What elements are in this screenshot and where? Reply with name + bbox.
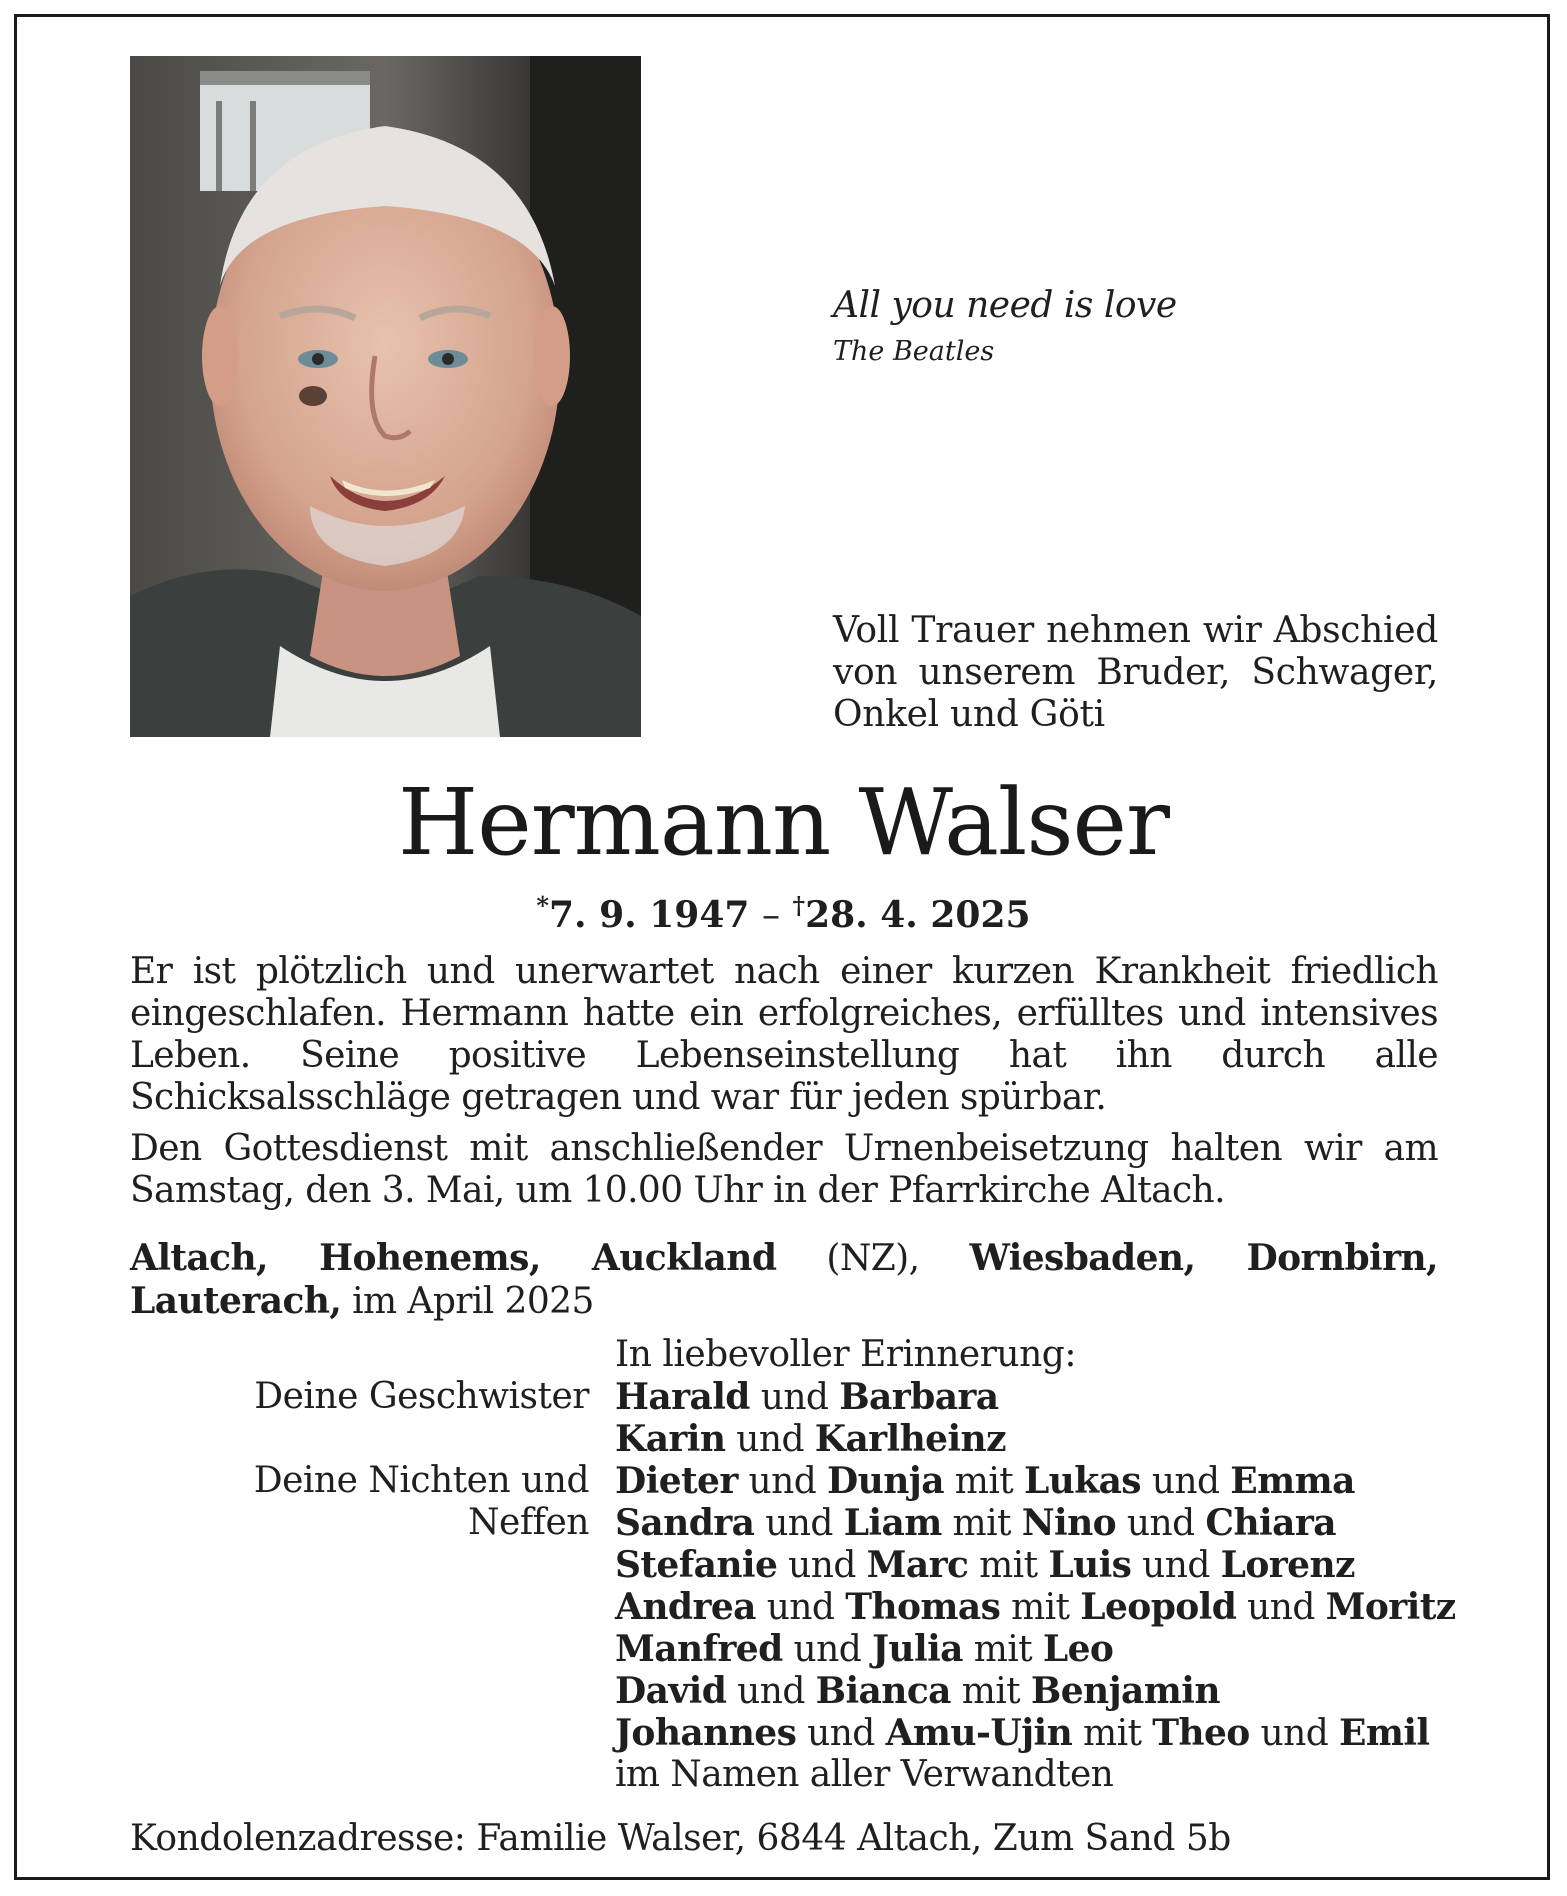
- death-symbol: †: [792, 891, 806, 920]
- birth-date: 7. 9. 1947: [548, 894, 750, 936]
- paragraph-1: Er ist plötzlich und unerwartet nach einer kurzen Krankheit friedlich eingeschlafen. Hermann hatte ein erfolgreiches, erfülltes und intensives Leben. Seine positive Lebenseinstellung hat ihn durch alle Schicksalsschläge getragen und war für jeden spürbar.: [130, 951, 1438, 1118]
- mourner-name: Leopold: [1080, 1586, 1237, 1628]
- birth-symbol: *: [536, 891, 549, 920]
- mourner-row: [615, 1376, 1456, 1418]
- mourner-connector: und: [737, 1461, 828, 1502]
- mourner-connector: und: [1140, 1461, 1231, 1502]
- mourner-name: Dieter: [615, 1460, 738, 1502]
- mourner-row: [615, 1670, 1456, 1712]
- mourner-name: Sandra: [615, 1502, 755, 1544]
- mourner-name: Emma: [1230, 1460, 1355, 1502]
- intro-text: Voll Trauer nehmen wir Abschied von unserem Bruder, Schwager, Onkel und Göti: [833, 610, 1438, 735]
- mourner-name: Barbara: [839, 1376, 999, 1418]
- date-separator: –: [761, 895, 780, 936]
- mourner-row: [615, 1586, 1456, 1628]
- mourner-name: Bianca: [815, 1670, 951, 1712]
- mourner-connector: und: [782, 1629, 872, 1670]
- mourner-name: Thomas: [845, 1586, 1001, 1628]
- mourner-connector: mit: [943, 1461, 1024, 1502]
- mourner-row: [615, 1628, 1456, 1670]
- mourner-connector: und: [1131, 1545, 1221, 1586]
- mourner-name: Luis: [1048, 1544, 1132, 1586]
- mourner-connector: und: [1249, 1713, 1339, 1754]
- mourner-name: Dunja: [827, 1460, 944, 1502]
- death-date: 28. 4. 2025: [805, 894, 1031, 936]
- mourner-name: Benjamin: [1030, 1670, 1220, 1712]
- quote-author: The Beatles: [833, 336, 995, 367]
- mourner-connector: mit: [968, 1545, 1049, 1586]
- mourner-row: [615, 1460, 1456, 1502]
- mourner-name: Chiara: [1205, 1502, 1336, 1544]
- life-dates: [0, 884, 1567, 938]
- quote-text: All you need is love: [833, 285, 1177, 326]
- places-main: Altach, Hohenems, Auckland: [130, 1237, 777, 1279]
- mourner-name: Leo: [1042, 1628, 1114, 1670]
- label-nieces-nephews: Deine Nichten und Neffen: [253, 1460, 589, 1543]
- mourner-connector: mit: [1072, 1713, 1153, 1754]
- deceased-name: Hermann Walser: [398, 769, 1169, 876]
- mourner-row: [615, 1418, 1456, 1460]
- mourner-row: [615, 1544, 1456, 1586]
- mourner-name: Andrea: [615, 1586, 756, 1628]
- mourner-name: Julia: [872, 1628, 963, 1670]
- portrait-photo: [130, 56, 641, 737]
- places-line: [130, 1237, 1438, 1323]
- mourner-connector: mit: [941, 1503, 1022, 1544]
- mourner-name: Harald: [615, 1376, 750, 1418]
- portrait-image: [130, 56, 641, 737]
- mourner-connector: im Namen aller Verwandten: [615, 1754, 1114, 1795]
- places-country: (NZ),: [776, 1238, 970, 1279]
- mourner-name: Lorenz: [1220, 1544, 1355, 1586]
- mourner-name: Manfred: [615, 1628, 783, 1670]
- mourner-connector: und: [796, 1713, 886, 1754]
- mourner-name: Emil: [1339, 1712, 1430, 1754]
- label-siblings: Deine Geschwister: [254, 1376, 589, 1417]
- quote: [833, 284, 1177, 370]
- condolence-address: Kondolenzadresse: Familie Walser, 6844 Altach, Zum Sand 5b: [130, 1818, 1231, 1859]
- mourner-row: [615, 1712, 1456, 1754]
- mourner-name: Amu-Ujin: [885, 1712, 1073, 1754]
- mourners-list: [615, 1376, 1456, 1796]
- mourner-connector: und: [749, 1377, 840, 1418]
- mourner-name: Nino: [1021, 1502, 1117, 1544]
- mourner-connector: und: [755, 1587, 846, 1628]
- mourner-name: Johannes: [615, 1712, 797, 1754]
- mourner-connector: und: [725, 1419, 815, 1460]
- places-more: Wiesbaden, Dornbirn, Lauterach,: [130, 1237, 1438, 1322]
- mourner-connector: und: [726, 1671, 816, 1712]
- mourner-name: Marc: [866, 1544, 969, 1586]
- mourner-name: Moritz: [1325, 1586, 1456, 1628]
- mourner-connector: mit: [1000, 1587, 1081, 1628]
- mourner-name: Lukas: [1023, 1460, 1141, 1502]
- mourner-row: [615, 1754, 1456, 1796]
- mourner-name: David: [615, 1670, 727, 1712]
- mourner-name: Stefanie: [615, 1544, 778, 1586]
- mourner-connector: und: [777, 1545, 867, 1586]
- mourner-name: Liam: [843, 1502, 942, 1544]
- mourner-connector: mit: [950, 1671, 1031, 1712]
- mourner-connector: und: [754, 1503, 844, 1544]
- mourner-connector: und: [1236, 1587, 1326, 1628]
- mourner-name: Karin: [615, 1418, 726, 1460]
- mourner-row: [615, 1502, 1456, 1544]
- mourner-connector: mit: [962, 1629, 1043, 1670]
- paragraph-2: Den Gottesdienst mit anschließender Urnenbeisetzung halten wir am Samstag, den 3. Mai, um 10.00 Uhr in der Pfarrkirche Altach.: [130, 1128, 1438, 1211]
- mourner-name: Karlheinz: [814, 1418, 1006, 1460]
- places-date: im April 2025: [341, 1281, 594, 1322]
- memory-intro: In liebevoller Erinnerung:: [615, 1334, 1076, 1375]
- mourner-connector: und: [1116, 1503, 1206, 1544]
- mourner-name: Theo: [1152, 1712, 1250, 1754]
